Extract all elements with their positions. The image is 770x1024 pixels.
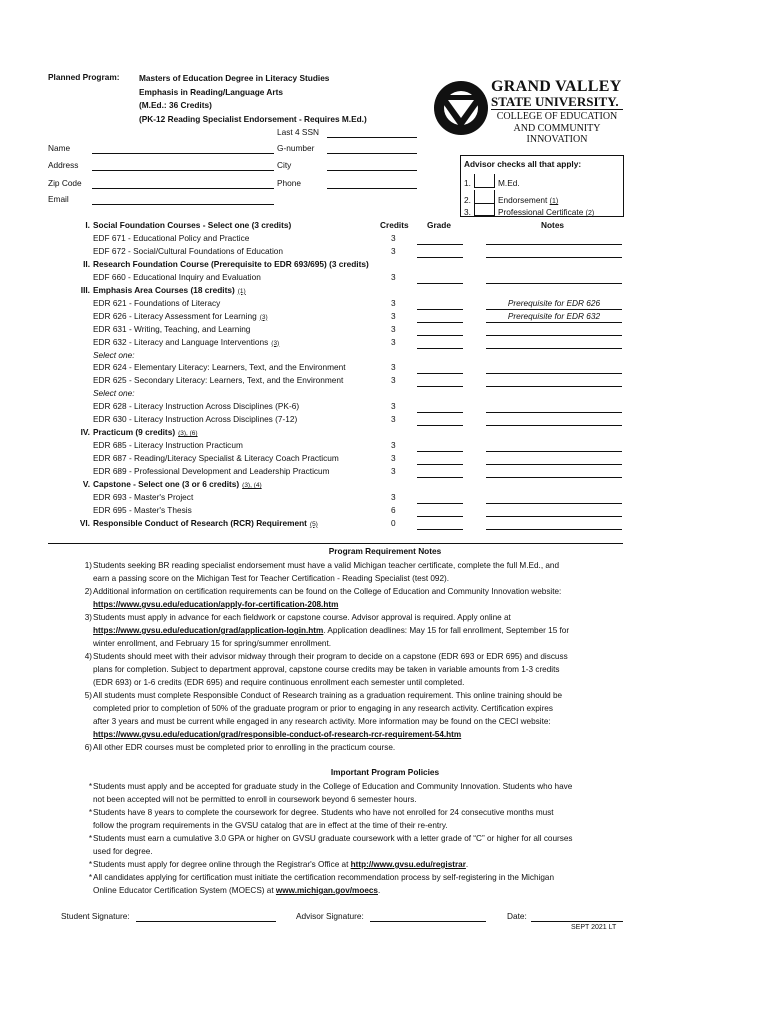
footnote-ref: (1) — [237, 287, 246, 295]
credits-value: 6 — [391, 504, 396, 515]
logo-line: STATE UNIVERSITY. — [491, 95, 623, 110]
course-row — [0, 401, 770, 414]
advisor-option-med — [464, 178, 471, 188]
section-title: Practicum (9 credits) (3), (6) — [93, 427, 198, 438]
advisor-checkbox[interactable] — [474, 190, 495, 204]
advisor-option-num: 3. — [464, 207, 471, 217]
footnote-ref: (5) — [309, 520, 318, 528]
date-label: Date: — [507, 911, 527, 921]
credits-value: 3 — [391, 323, 396, 334]
application-login-link[interactable]: https://www.gvsu.edu/education/grad/application-login.htm — [93, 626, 324, 635]
gvsu-logo — [433, 78, 623, 146]
course-name: EDR 631 - Writing, Teaching, and Learning — [93, 323, 251, 334]
advisor-option-num: 2. — [464, 195, 471, 205]
section-header — [0, 427, 770, 440]
notes-field[interactable] — [486, 425, 622, 426]
policy-item: * All candidates applying for certification must initiate the certification recommendation process by self-registering in the Michigan Online Educator Certification System (MOECS) at www.michigan.gov/moecs. — [88, 873, 554, 895]
program-line: (PK-12 Reading Specialist Endorsement - Requires M.Ed.) — [139, 113, 367, 124]
notes-field[interactable] — [486, 309, 622, 310]
date-field[interactable] — [531, 921, 623, 922]
section-number: IV. — [80, 427, 90, 438]
notes-field[interactable] — [486, 477, 622, 478]
course-name: EDR 687 - Reading/Literacy Specialist & Literacy Coach Practicum — [93, 453, 339, 464]
course-row — [0, 298, 770, 311]
logo-line: INNOVATION — [526, 134, 588, 145]
phone-label: Phone — [277, 178, 301, 188]
notes-field[interactable] — [486, 335, 622, 336]
grade-field[interactable] — [417, 322, 463, 323]
note-item: 6) All other EDR courses must be completed prior to enrolling in the practicum course. — [84, 743, 396, 752]
divider — [48, 543, 623, 544]
section-number: III. — [80, 284, 90, 295]
course-name: EDR 621 - Foundations of Literacy — [93, 297, 221, 308]
footnote-ref: (3), (4) — [242, 482, 262, 489]
section-number: I. — [85, 220, 90, 230]
credits-value: 3 — [391, 491, 396, 502]
policy-item: * Students must earn a cumulative 3.0 GPA or higher on GVSU graduate coursework with a letter grade of “C” or higher for all courses used for degree. — [88, 834, 573, 856]
program-title — [139, 72, 367, 126]
course-name: EDR 624 - Elementary Literacy: Learners, Text, and the Environment — [93, 362, 346, 373]
course-row — [0, 337, 770, 350]
notes-field[interactable] — [486, 283, 622, 284]
zip-field[interactable] — [92, 188, 274, 189]
credits-value: 3 — [391, 297, 396, 308]
course-name: EDR 685 - Literacy Instruction Practicum — [93, 440, 243, 451]
course-note: Prerequisite for EDR 626 — [507, 297, 601, 308]
credits-value: 3 — [391, 336, 396, 347]
name-label: Name — [48, 143, 71, 153]
course-row — [0, 324, 770, 337]
policy-item: * Students must apply for degree online through the Registrar's Office at http://www.gvsu.edu/registrar. — [88, 860, 469, 869]
credits-value: 3 — [391, 362, 396, 373]
note-item: 1) Students seeking BR reading specialist endorsement must have a valid Michigan teacher certificate, complete the full M.Ed., and earn a passing score on the Michigan Test for Teacher Certification - Reading Specialist (test 092). — [84, 561, 560, 583]
section-title: Emphasis Area Courses (18 credits) (1) — [93, 284, 246, 295]
section-title: Social Foundation Courses - Select one (3 credits) — [93, 220, 292, 230]
section-title: Research Foundation Course (Prerequisite to EDR 693/695) (3 credits) — [93, 258, 369, 269]
certification-link[interactable]: https://www.gvsu.edu/education/apply-for-certification-208.htm — [93, 600, 339, 609]
logo-university-name — [491, 78, 623, 145]
course-row — [0, 414, 770, 427]
notes-field[interactable] — [486, 529, 622, 530]
revision-label: SEPT 2021 LT — [571, 924, 617, 931]
grade-field[interactable] — [417, 412, 463, 413]
advisor-checkbox[interactable] — [474, 203, 495, 216]
last4-ssn-field[interactable] — [327, 137, 417, 138]
email-field[interactable] — [92, 204, 274, 205]
credits-value: 3 — [391, 466, 396, 477]
select-one-label — [0, 388, 770, 401]
gnumber-field[interactable] — [327, 153, 417, 154]
advisor-signature-label: Advisor Signature: — [296, 911, 364, 921]
notes-field[interactable] — [486, 451, 622, 452]
section-header — [0, 220, 770, 233]
grade-field[interactable] — [417, 283, 463, 284]
select-one-label — [0, 350, 770, 363]
gnumber-label: G-number — [277, 143, 315, 153]
credits-value: 3 — [391, 453, 396, 464]
section-title: Responsible Conduct of Research (RCR) Requirement (5) — [93, 517, 318, 528]
section-header — [0, 259, 770, 272]
notes-header: Notes — [541, 220, 565, 230]
address-label: Address — [48, 160, 79, 170]
section-number: II. — [83, 258, 90, 269]
notes-field[interactable] — [486, 348, 622, 349]
section-header — [0, 285, 770, 298]
section-header — [0, 479, 770, 492]
notes-field[interactable] — [486, 257, 622, 258]
course-name: EDR 693 - Master's Project — [93, 491, 194, 502]
course-row — [0, 505, 770, 518]
phone-field[interactable] — [327, 188, 417, 189]
credits-value: 3 — [391, 440, 396, 451]
grade-field[interactable] — [417, 464, 463, 465]
grade-field[interactable] — [417, 309, 463, 310]
section-header — [0, 518, 770, 531]
note-item: 3) Students must apply in advance for each fieldwork or capstone course. Advisor approval is required. Apply online at https://www.gvsu.edu/education/grad/application-login.htm. Application deadlines: May 15 for fall enrollment, September 15 for winter enrollment, and February 15 for spring/summer enrollment. — [84, 613, 570, 648]
advisor-option-label: M.Ed. — [498, 178, 520, 188]
logo-line: AND COMMUNITY — [513, 123, 601, 134]
grade-field[interactable] — [417, 373, 463, 374]
credits-value: 3 — [391, 232, 396, 243]
credits-header: Credits — [380, 220, 409, 230]
notes-field[interactable] — [486, 386, 622, 387]
section-title: Capstone - Select one (3 or 6 credits) (3), (4) — [93, 479, 262, 489]
credits-value: 3 — [391, 375, 396, 386]
program-line: Emphasis in Reading/Language Arts — [139, 86, 283, 97]
notes-title: Program Requirement Notes — [328, 546, 442, 556]
grade-header: Grade — [427, 220, 451, 230]
logo-line: GRAND VALLEY — [491, 78, 622, 95]
grade-field[interactable] — [417, 477, 463, 478]
select-one-text: Select one: — [93, 349, 135, 360]
credits-value: 3 — [391, 271, 396, 282]
grade-field[interactable] — [417, 348, 463, 349]
course-row — [0, 246, 770, 259]
notes-field[interactable] — [486, 244, 622, 245]
course-name: EDR 626 - Literacy Assessment for Learning (3) — [93, 310, 268, 321]
credits-value: 3 — [391, 245, 396, 256]
course-name: EDR 695 - Master's Thesis — [93, 504, 192, 515]
notes-field[interactable] — [486, 464, 622, 465]
footnote-ref: (3) — [271, 339, 280, 347]
email-label: Email — [48, 194, 69, 204]
credits-value: 0 — [391, 517, 396, 528]
course-row — [0, 466, 770, 479]
policy-item: * Students have 8 years to complete the coursework for degree. Students who have not enrolled for 24 consecutive months must follow the program requirements in the GVSU catalog that are in effect at the time of their re-entry. — [88, 808, 554, 830]
course-name: EDF 660 - Educational Inquiry and Evaluation — [93, 271, 261, 282]
logo-line: COLLEGE OF EDUCATION — [496, 111, 618, 122]
advisor-option-label: Endorsement (1) — [498, 195, 559, 205]
last4-ssn-label: Last 4 SSN — [277, 127, 319, 137]
advisor-option-num: 1. — [464, 178, 471, 188]
name-field[interactable] — [92, 153, 274, 154]
course-row — [0, 453, 770, 466]
advisor-option-label: Professional Certificate (2) — [498, 207, 595, 217]
program-line: Masters of Education Degree in Literacy Studies — [139, 73, 330, 83]
course-name: EDR 628 - Literacy Instruction Across Disciplines (PK-6) — [93, 401, 300, 412]
select-one-text: Select one: — [93, 388, 135, 399]
course-note: Prerequisite for EDR 632 — [507, 310, 601, 321]
grade-field[interactable] — [417, 244, 463, 245]
rcr-link[interactable]: https://www.gvsu.edu/education/grad/responsible-conduct-of-research-rcr-requirement-54.htm — [93, 730, 462, 739]
city-field[interactable] — [327, 170, 417, 171]
credits-value: 3 — [391, 310, 396, 321]
course-row — [0, 311, 770, 324]
notes-field[interactable] — [486, 503, 622, 504]
registrar-link[interactable]: http://www.gvsu.edu/registrar — [350, 860, 466, 869]
advisor-checkbox[interactable] — [474, 174, 495, 188]
program-line: (M.Ed.: 36 Credits) — [139, 100, 212, 110]
advisor-signature-field[interactable] — [370, 921, 486, 922]
course-name: EDF 672 - Social/Cultural Foundations of Education — [93, 245, 284, 256]
policies-title: Important Program Policies — [330, 767, 440, 777]
zip-label: Zip Code — [48, 178, 82, 188]
course-row — [0, 233, 770, 246]
notes-field[interactable] — [486, 516, 622, 517]
footnote-ref: (3) — [259, 313, 268, 321]
section-number: V. — [82, 479, 90, 489]
city-label: City — [277, 160, 292, 170]
address-field[interactable] — [92, 170, 274, 171]
advisor-checks-box — [460, 155, 624, 217]
grade-field[interactable] — [417, 451, 463, 452]
grade-field[interactable] — [417, 516, 463, 517]
credits-value: 3 — [391, 414, 396, 425]
advisor-checks-title: Advisor checks all that apply: — [464, 159, 582, 169]
moecs-link[interactable]: www.michigan.gov/moecs — [275, 886, 378, 895]
notes-field[interactable] — [486, 373, 622, 374]
student-signature-field[interactable] — [136, 921, 276, 922]
course-name: EDR 689 - Professional Development and Leadership Practicum — [93, 466, 330, 477]
grade-field[interactable] — [417, 529, 463, 530]
footnote-ref: (3), (6) — [178, 430, 198, 438]
planned-program-label: Planned Program: — [48, 72, 120, 82]
course-name: EDR 630 - Literacy Instruction Across Disciplines (7-12) — [93, 414, 298, 425]
course-name: EDR 625 - Secondary Literacy: Learners, Text, and the Environment — [93, 375, 344, 386]
grade-field[interactable] — [417, 335, 463, 336]
course-row — [0, 362, 770, 375]
grade-field[interactable] — [417, 386, 463, 387]
notes-field[interactable] — [486, 322, 622, 323]
course-name: EDR 632 - Literacy and Language Interventions (3) — [93, 336, 280, 347]
grade-field[interactable] — [417, 425, 463, 426]
gvsu-logo-mark — [433, 80, 489, 136]
note-item: 5) All students must complete Responsible Conduct of Research training as a graduation requirement. This online training should be completed prior to completion of 50% of the graduate program or prior to engaging in any research activity. Certification expires after 3 years and must be current while engaged in any research activity. More information may be found on the CECI website: https://www.gvsu.edu/education/grad/responsible-conduct-of-research-rcr-requirement-54.htm — [80, 689, 630, 741]
note-item: 4) Students should meet with their advisor midway through their program to decide on a capstone (EDR 693 or EDR 695) and discuss plans for completion. Subject to department approval, capstone course credits may be taken in variable amounts from 1-3 credits (EDR 693) or 1-6 credits (EDR 695) and require continuous enrollment each semester until completed. — [84, 652, 568, 687]
course-row — [0, 272, 770, 285]
grade-field[interactable] — [417, 503, 463, 504]
course-row — [0, 375, 770, 388]
note-item: 2) Additional information on certification requirements can be found on the College of Education and Community Innovation website: https://www.gvsu.edu/education/apply-for-certification-208.htm — [80, 585, 630, 611]
policy-item: * Students must apply and be accepted for graduate study in the College of Education and Community Innovation. Students who have not been accepted will not be permitted to enroll in coursework beyond 6 semester hours. — [88, 782, 573, 804]
course-row — [0, 440, 770, 453]
section-number: VI. — [79, 517, 90, 528]
credits-value: 3 — [391, 401, 396, 412]
notes-field[interactable] — [486, 412, 622, 413]
course-row — [0, 492, 770, 505]
course-name: EDF 671 - Educational Policy and Practice — [93, 232, 250, 243]
student-signature-label: Student Signature: — [61, 911, 130, 921]
grade-field[interactable] — [417, 257, 463, 258]
